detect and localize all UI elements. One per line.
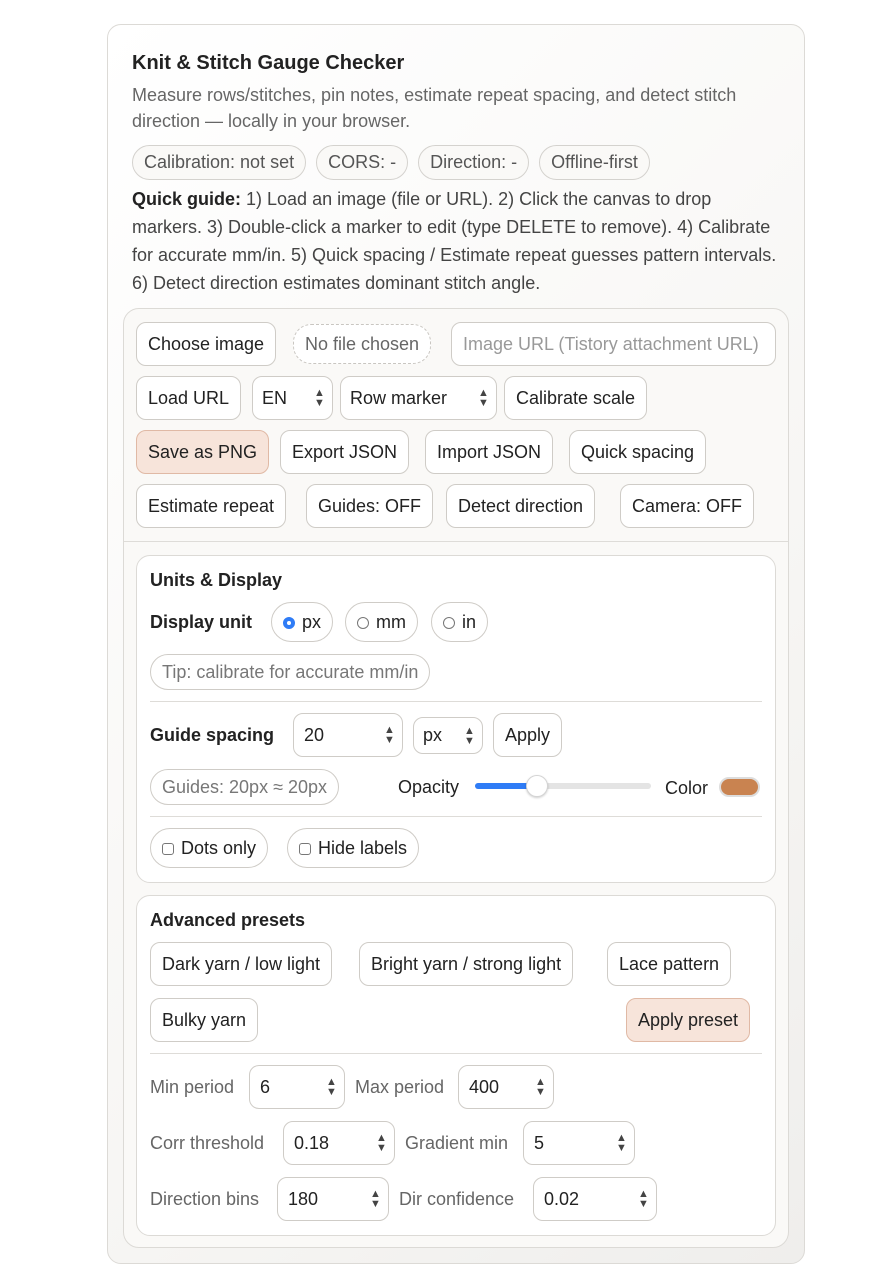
- min-period-value: 6: [260, 1077, 271, 1097]
- hide-labels-label: Hide labels: [318, 838, 408, 858]
- unit-radio-mm[interactable]: [345, 602, 418, 642]
- min-period-input[interactable]: [249, 1065, 345, 1109]
- apply-preset-button[interactable]: Apply preset: [626, 998, 750, 1042]
- radio-selected-icon: [283, 617, 295, 629]
- guide-spacing-input[interactable]: [293, 713, 403, 757]
- calibrate-scale-button[interactable]: Calibrate scale: [504, 376, 647, 420]
- max-period-label: Max period: [355, 1077, 445, 1097]
- direction-bins-label: Direction bins: [150, 1189, 260, 1209]
- preset-bright-yarn-button[interactable]: Bright yarn / strong light: [359, 942, 573, 986]
- guides-toggle-button[interactable]: Guides: OFF: [306, 484, 433, 528]
- app-title: Knit & Stitch Gauge Checker: [132, 52, 405, 74]
- display-unit-label: Display unit: [150, 612, 253, 632]
- guide-spacing-label: Guide spacing: [150, 725, 275, 745]
- preset-lace-button[interactable]: Lace pattern: [607, 942, 731, 986]
- preset-dark-yarn-button[interactable]: Dark yarn / low light: [150, 942, 332, 986]
- calibration-tip: Tip: calibrate for accurate mm/in: [150, 654, 430, 690]
- guide-unit-select[interactable]: [413, 717, 483, 754]
- marker-type-select[interactable]: [340, 376, 497, 420]
- units-divider: [150, 701, 762, 702]
- stepper-icon[interactable]: ▲ ▼: [326, 1076, 337, 1098]
- max-period-input[interactable]: [458, 1065, 554, 1109]
- unit-radio-in-label: in: [462, 612, 477, 632]
- unit-radio-mm-label: mm: [376, 612, 406, 632]
- color-label: Color: [665, 778, 709, 798]
- direction-badge: Direction: -: [418, 145, 529, 180]
- detect-direction-button[interactable]: Detect direction: [446, 484, 595, 528]
- camera-toggle-button[interactable]: Camera: OFF: [620, 484, 754, 528]
- guides-status: Guides: 20px ≈ 20px: [150, 769, 339, 805]
- stepper-icon[interactable]: ▲ ▼: [376, 1132, 387, 1154]
- hide-labels-checkbox[interactable]: [287, 828, 419, 868]
- presets-divider: [150, 1053, 762, 1054]
- save-png-button[interactable]: Save as PNG: [136, 430, 269, 474]
- quick-guide-label: Quick guide:: [132, 189, 242, 209]
- opacity-slider-thumb[interactable]: [526, 775, 548, 797]
- gradient-min-label: Gradient min: [405, 1133, 509, 1153]
- direction-bins-value: 180: [288, 1189, 319, 1209]
- dir-confidence-input[interactable]: [533, 1177, 657, 1221]
- import-json-button[interactable]: Import JSON: [425, 430, 553, 474]
- chevron-updown-icon: ▲ ▼: [478, 387, 489, 409]
- dir-confidence-value: 0.02: [544, 1189, 580, 1209]
- max-period-value: 400: [469, 1077, 500, 1097]
- unit-radio-px-label: px: [302, 612, 322, 632]
- checkbox-icon: [299, 843, 311, 855]
- app-subtitle: Measure rows/stitches, pin notes, estimate repeat spacing, and detect stitch direction — locally in your browser.: [132, 85, 737, 131]
- guide-color-swatch[interactable]: [719, 777, 760, 797]
- stepper-icon[interactable]: ▲ ▼: [638, 1188, 649, 1210]
- marker-type-value: Row marker: [350, 388, 448, 408]
- toolbar-divider: [124, 541, 788, 542]
- quick-guide: [132, 185, 782, 297]
- cors-badge: CORS: -: [316, 145, 408, 180]
- opacity-label: Opacity: [398, 777, 460, 797]
- estimate-repeat-button[interactable]: Estimate repeat: [136, 484, 286, 528]
- load-url-button[interactable]: Load URL: [136, 376, 241, 420]
- advanced-presets-heading: Advanced presets: [150, 910, 306, 930]
- stepper-icon[interactable]: ▲ ▼: [384, 724, 395, 746]
- export-json-button[interactable]: Export JSON: [280, 430, 409, 474]
- corr-threshold-label: Corr threshold: [150, 1133, 265, 1153]
- corr-threshold-value: 0.18: [294, 1133, 330, 1153]
- units-divider-2: [150, 816, 762, 817]
- status-badges: [132, 145, 650, 180]
- dir-confidence-label: Dir confidence: [399, 1189, 515, 1209]
- offline-badge: Offline-first: [539, 145, 650, 180]
- gradient-min-input[interactable]: [523, 1121, 635, 1165]
- dots-only-checkbox[interactable]: [150, 828, 268, 868]
- stepper-icon[interactable]: ▲ ▼: [616, 1132, 627, 1154]
- quick-guide-text: 1) Load an image (file or URL). 2) Click the canvas to drop markers. 3) Double-click a marker to edit (type DELETE to remove). 4) Calibrate for accurate mm/in. 5) Quick spacing / Estimate repeat guesses pattern intervals. 6) Detect direction estimates dominant stitch angle.: [132, 189, 777, 293]
- radio-empty-icon: [357, 617, 369, 629]
- corr-threshold-input[interactable]: [283, 1121, 395, 1165]
- language-select-value: EN: [262, 388, 288, 408]
- direction-bins-input[interactable]: [277, 1177, 389, 1221]
- opacity-slider[interactable]: [475, 783, 651, 789]
- apply-guides-button[interactable]: Apply: [493, 713, 562, 757]
- preset-bulky-yarn-button[interactable]: Bulky yarn: [150, 998, 258, 1042]
- radio-empty-icon: [443, 617, 455, 629]
- units-display-heading: Units & Display: [150, 570, 283, 590]
- language-select[interactable]: [252, 376, 333, 420]
- unit-radio-in[interactable]: [431, 602, 488, 642]
- guide-spacing-value: 20: [304, 725, 325, 745]
- min-period-label: Min period: [150, 1077, 235, 1097]
- calibration-badge: Calibration: not set: [132, 145, 306, 180]
- image-url-input[interactable]: Image URL (Tistory attachment URL): [451, 322, 776, 366]
- stepper-icon[interactable]: ▲ ▼: [370, 1188, 381, 1210]
- guide-unit-value: px: [423, 725, 443, 745]
- gradient-min-value: 5: [534, 1133, 545, 1153]
- chevron-updown-icon: ▲ ▼: [314, 387, 325, 409]
- choose-image-button[interactable]: Choose image: [136, 322, 276, 366]
- chevron-updown-icon: ▲ ▼: [464, 725, 475, 747]
- stepper-icon[interactable]: ▲ ▼: [535, 1076, 546, 1098]
- file-status: No file chosen: [293, 324, 431, 364]
- checkbox-icon: [162, 843, 174, 855]
- quick-spacing-button[interactable]: Quick spacing: [569, 430, 706, 474]
- unit-radio-px[interactable]: [271, 602, 333, 642]
- dots-only-label: Dots only: [181, 838, 257, 858]
